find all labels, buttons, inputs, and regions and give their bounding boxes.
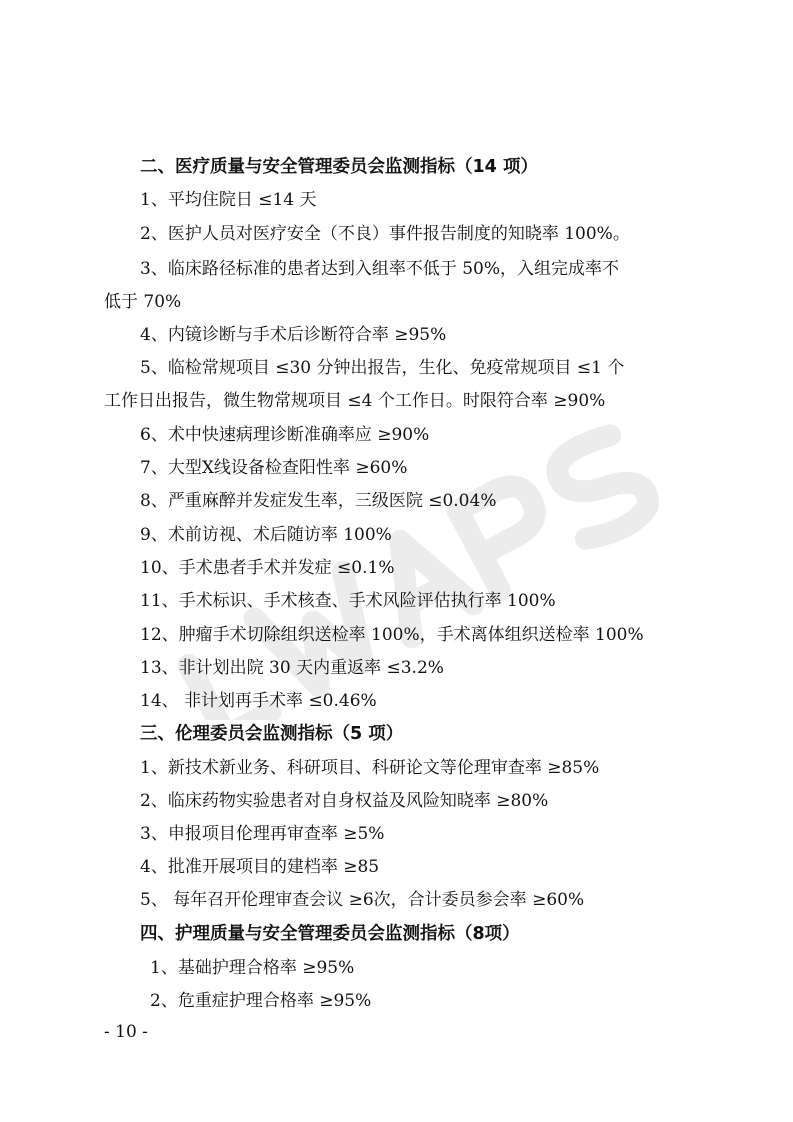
section-heading: 四、护理质量与安全管理委员会监测指标（8项） — [140, 924, 520, 944]
list-item: 1、基础护理合格率 ≥95% — [150, 958, 355, 978]
list-item: 9、术前访视、术后随访率 100% — [140, 525, 392, 545]
list-item: 1、平均住院日 ≤14 天 — [140, 190, 317, 210]
list-item: 低于 70% — [104, 292, 182, 312]
list-item: 14、 非计划再手术率 ≤0.46% — [140, 691, 377, 711]
list-item: 10、手术患者手术并发症 ≤0.1% — [140, 558, 395, 578]
section-heading: 三、伦理委员会监测指标（5 项） — [140, 724, 404, 744]
list-item: 2、危重症护理合格率 ≥95% — [150, 991, 372, 1011]
list-item: 5、临检常规项目 ≤30 分钟出报告，生化、免疫常规项目 ≤1 个 — [140, 358, 625, 378]
list-item: 工作日出报告，微生物常规项目 ≤4 个工作日。时限符合率 ≥90% — [104, 391, 606, 411]
list-item: 4、批准开展项目的建档率 ≥85 — [140, 857, 380, 877]
list-item: 12、肿瘤手术切除组织送检率 100%，手术离体组织送检率 100% — [140, 625, 644, 645]
list-item: 5、 每年召开伦理审查会议 ≥6次，合计委员参会率 ≥60% — [140, 890, 585, 910]
list-item: 6、术中快速病理诊断准确率应 ≥90% — [140, 425, 430, 445]
list-item: 1、新技术新业务、科研项目、科研论文等伦理审查率 ≥85% — [140, 758, 600, 778]
list-item: 3、申报项目伦理再审查率 ≥5% — [140, 824, 385, 844]
list-item: 2、医护人员对医疗安全（不良）事件报告制度的知晓率 100%。 — [140, 224, 630, 244]
list-item: 13、非计划出院 30 天内重返率 ≤3.2% — [140, 658, 444, 678]
list-item: 2、临床药物实验患者对自身权益及风险知晓率 ≥80% — [140, 791, 549, 811]
list-item: 11、手术标识、手术核查、手术风险评估执行率 100% — [140, 591, 556, 611]
list-item: 3、临床路径标准的患者达到入组率不低于 50%，入组完成率不 — [140, 259, 620, 279]
page-number: - 10 - — [104, 1022, 148, 1042]
list-item: 8、严重麻醉并发症发生率，三级医院 ≤0.04% — [140, 491, 497, 511]
list-item: 4、内镜诊断与手术后诊断符合率 ≥95% — [140, 325, 447, 345]
list-item: 7、大型X线设备检查阳性率 ≥60% — [140, 458, 408, 478]
section-heading: 二、医疗质量与安全管理委员会监测指标（14 项） — [140, 157, 538, 177]
